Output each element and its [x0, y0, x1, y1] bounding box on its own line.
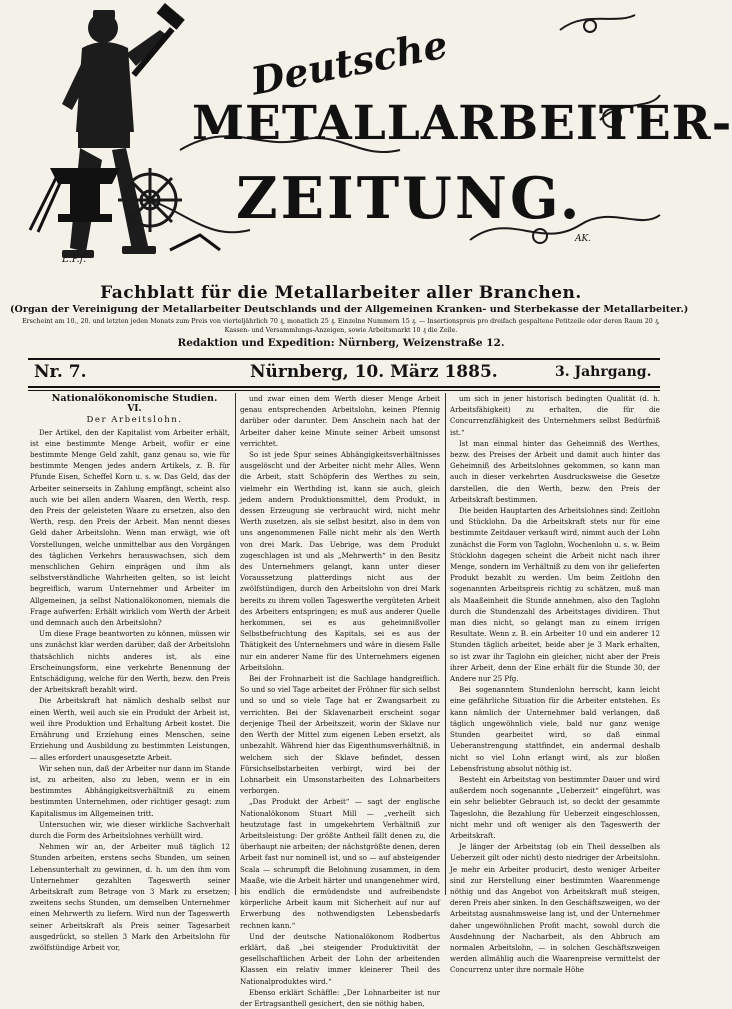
column-divider — [235, 393, 236, 895]
paragraph: So ist jede Spur seines Abhängigkeitsverhältnisses ausgelöscht und der Arbeiter nicht mehr Alles. Wenn die Arbeit, statt Schöpferin des Werthes zu sein, vielmehr ein Werthding ist, kann sie auch, gleich jedem andern Produktionsmittel, dem Produkt, in dessen Erzeugung sie verbraucht wird, nicht mehr Werth zusetzen, als sie selbst besitzt, also in dem von uns angenommenen Falle nicht mehr als den Werth von drei Mark. Das Uebrige, was dem Produkt zugeschlagen ist und als „Mehrwerth“ in den Besitz des Unternehmers gelangt, kann unter dieser Voraussetzung platterdings nicht aus der zwölfstündigen, durch den Arbeitslohn von drei Mark bereits zu ihrem vollen Tageswerthe vergüteten Arbeit des Arbeiters entspringen; es muß aus anderer Quelle herkommen, sei es aus geheimnißvoller Selbstbefruchtung des Kapitals, sei es aus der Thätigkeit des Unternehmers und wäre in diesem Falle nur ein anderer Name für des Unternehmers eigenen Arbeitslohn. — [240, 450, 440, 672]
paragraph: Und der deutsche Nationalökonom Rodbertus erklärt, daß „bei steigender Produktivität der gesellschaftlichen Arbeit der Lohn der arbeitenden Klassen ein relativ immer kleinerer Theil des Nationalproduktes wird.“ — [240, 931, 440, 986]
issue-year: 3. Jahrgang. — [555, 364, 652, 380]
title-line-zeitung: ZEITUNG. — [236, 165, 583, 232]
engraver-signature: AK. — [575, 234, 592, 244]
paragraph: Besteht ein Arbeitstag von bestimmter Dauer und wird außerdem noch sogenannte „Ueberzeit“ eingeführt, was ein sehr beliebter Gebrauch ist, so deckt der gesammte Tageslohn, die Bezahlung für Ueberzeit eingeschlossen, nicht mehr und oft weniger als den Tageswerth der Arbeitskraft. — [450, 774, 660, 840]
column-1 — [30, 393, 230, 952]
bottom-rule-thin — [28, 390, 660, 391]
column-divider — [445, 393, 446, 895]
anvil-icon — [50, 168, 120, 222]
top-rule — [28, 358, 660, 360]
artist-signature: L.P.f. — [62, 254, 87, 265]
title-line-deutsche: Deutsche — [247, 21, 452, 104]
column-2 — [240, 393, 440, 1008]
paragraph: und zwar einen dem Werth dieser Menge Arbeit genau entsprechenden Arbeitslohn, keinen Pfennig darüber oder darunter. Dem Anschein nach hat der Arbeiter daher keine Minute seiner Arbeit umsonst verrichtet. — [240, 394, 440, 448]
article-title: Nationalökonomische Studien. — [51, 393, 218, 404]
article-part: VI. — [127, 404, 142, 415]
organ-line: (Organ der Vereinigung der Metallarbeiter Deutschlands und der Allgemeinen Kranken- und Sterbekasse der Metallarbeiter.) — [10, 304, 689, 315]
issue-number: Nr. 7. — [34, 362, 87, 382]
paragraph: Der Artikel, den der Kapitalist vom Arbeiter erhält, ist eine bestimmte Menge Arbeit, wofür er eine bestimmte Menge Geld zahlt, ganz genau so, wie für bestimmte Mengen jedes andern Artikels, z. B. für Pfunde Eisen, Scheffel Korn u. s. w. Das Geld, das der Arbeiter seinerseits in Zahlung empfängt, scheint also auch wie bei allen andern Waaren, den Werth, resp. den Preis der geleisteten Waare zu ersetzen, also den Werth, resp. den Preis der Arbeit. Man nennt dieses Geld daher Arbeitslohn. Wenn man erwägt, wie oft Vorstellungen, welche unmittelbar aus den Vorgängen des täglichen Verkehrs herauswachsen, sich dem menschlichen Gehirn einprägen und ihm als selbstverständliche Wahrheiten gelten, so ist leicht begreiflich, warum Unternehmer und Arbeiter im Allgemeinen, ja selbst Nationalökonomen, niemals die Frage aufwerfen: Erhält wirklich vom Werth der Arbeit und demnach auch den Arbeitslohn? — [30, 427, 230, 628]
paragraph: Die Arbeitskraft hat nämlich deshalb selbst nur einen Werth, weil auch sie ein Produkt der Arbeit ist, weil ihre Produktion und Erhaltung Arbeit kostet. Die Ernährung und Erziehung eines Menschen, seine Erziehung und Ausbildung zu bestimmten Leistungen, — alles erfordert unausgesetzte Arbeit. — [30, 696, 230, 762]
paragraph: „Das Produkt der Arbeit“ — sagt der englische Nationalökonom Stuart Mill — „verheilt sich heutzutage fast in umgekehrtem Verhältniß zur Arbeitsleistung: Der größte Antheil fällt denen zu, die überhaupt nie arbeiten; der nächstgrößte denen, deren Arbeit fast nur nominell ist, und so — auf absteigender Scala — schrumpft die Belohnung zusammen, in dem Maaße, wie die Arbeit härter und unangenehmer wird, bis endlich die ermüdendste und aufreibendste körperliche Arbeit kaum mit Sicherheit auf nur auf Erwerbung des nothwendigsten Lebensbedarfs rechnen kann.“ — [240, 797, 440, 930]
masthead — [0, 0, 732, 280]
paragraph: um sich in jener historisch bedingten Qualität (d. h. Arbeitsfähigkeit) zu erhalten, die für die Concurrenzfähigkeit des Unternehmers selbst Bedürfniß ist.“ — [450, 394, 660, 437]
subscription-terms: Erscheint am 10., 20. und letzten jeden Monats zum Preis von vierteljährlich 70 ₰, monatlich 25 ₰. Einzelne Nummern 15 ₰. — Insertionspreis pro dreifach gespaltene Petitzeile oder deren Raum 20 ₰, Kassen- und Versammlungs-Anzeigen, sowie Arbeitsmarkt 10 ₰ die Zeile. — [22, 318, 660, 334]
column-3 — [450, 393, 660, 975]
paragraph: Ebenso erklärt Schäffle: „Der Lohnarbeiter ist nur der Ertragsanthell gesichert, den sie nöthig haben, — [240, 987, 440, 1008]
paragraph: Wir sehen nun, daß der Arbeiter nur dann im Stande ist, zu arbeiten, also zu leben, wenn er in ein bestimmtes Abhängigkeitsverhältniß zu einem bestimmten Unternehmen, oder richtiger gesagt: zum Kapitalismus im Allgemeinen tritt. — [30, 763, 230, 818]
bottom-rule — [28, 386, 660, 388]
paragraph: Ist man einmal hinter das Geheimniß des Werthes, bezw. des Preises der Arbeit und damit auch hinter das Geheimniß des Arbeitslohnes gekommen, so kann man auch in dieser verkehrten Ausdrucksweise die Gesetze darstellen, die den Werth, bezw. den Preis der Arbeitskraft bestimmen. — [450, 438, 660, 504]
paragraph: Um diese Frage beantworten zu können, müssen wir uns zunächst klar werden darüber, daß der Arbeitslohn thatsächlich nichts anderes ist, als eine Erscheinungsform, eine verkehrte Benennung der Entschädigung, welche für den Werth, bezw. den Preis der Arbeitskraft bezahlt wird. — [30, 629, 230, 695]
title-line-metallarbeiter: METALLARBEITER- — [192, 96, 732, 151]
paragraph: Bei sogenanntem Stundenlohn herrscht, kann leicht eine gefährliche Situation für die Arbeiter entstehen. Es kann nämlich der Unternehmer bald verlangen, daß täglich ungewöhnlich viele, bald nur ganz wenige Stunden gearbeitet wird, so daß einmal Ueberanstrengung stattfindet, ein andermal deshalb nicht so viel Lohn erlangt wird, als zur bloßen Lebensfristung absolut nöthig ist. — [450, 685, 660, 773]
issue-date: Nürnberg, 10. März 1885. — [250, 362, 498, 382]
subtitle: Fachblatt für die Metallarbeiter aller Branchen. — [100, 283, 582, 303]
paragraph: Nehmen wir an, der Arbeiter muß täglich 12 Stunden arbeiten, erstens sechs Stunden, um seinen Lebensunterhalt zu gewinnen, d. h. um den ihm vom Unternehmer gezahlten Tageswerth seiner Arbeitskraft zum Betrage von 3 Mark zu ersetzen; zweitens sechs Stunden, um demselben Unternehmer einen Mehrwerth zu liefern. Wird nun der Tageswerth seiner Arbeitskraft als Preis seiner Tagesarbeit ausgedrückt, so stellen 3 Mark den Arbeitslohn für zwölfstündige Arbeit vor, — [30, 842, 230, 952]
article-subtitle: Der Arbeitslohn. — [86, 415, 183, 426]
paragraph: Bei der Frohnarbeit ist die Sachlage handgreiflich. So und so viel Tage arbeitet der Fröhner für sich selbst und so und so viele Tage hat er Zwangsarbeit zu verrichten. Bei der Sklavenarbeit erscheint sogar derjenige Theil der Arbeitszeit, worin der Sklave nur den Werth der Mittel zum eigenen Leben ersetzt, als unbezahlt. Während hier das Eigenthumsverhältniß, in welchem sich der Sklave befindet, dessen Fürsichselbstarbeiten verbirgt, wird bei der Lohnarbeit ein Umsonstarbeiten des Lohnarbeiters verborgen. — [240, 674, 440, 796]
paragraph: Je länger der Arbeitstag (ob ein Theil desselben als Ueberzeit gilt oder nicht) desto niedriger der Arbeitslohn. Je mehr ein Arbeiter producirt, desto weniger Arbeiter sind zur Herstellung einer bestimmten Waarenmenge nöthig und das Angebot von Arbeitskraft muß steigen, deren Preis aber sinken. In den Geschäftszweigen, wo der Arbeitstag ausnahmsweise lang ist, und der Unternehmer daher ungewöhnlichen Profit macht, sowohl durch die Ausdehnung der Nacharbeit, als den Abbruch am normalen Arbeitslohn, — in solchen Geschäftszweigen werden allmählig auch die Waarenpreise vermittelst der Concurrenz unter ihre normale Höhe — [450, 842, 660, 975]
redaktion-address: Redaktion und Expedition: Nürnberg, Weizenstraße 12. — [177, 337, 505, 349]
paragraph: Untersuchen wir, wie dieser wirkliche Sachverhalt durch die Form des Arbeitslohnes verhüllt wird. — [30, 819, 230, 840]
paragraph: Die beiden Hauptarten des Arbeitslohnes sind: Zeitlohn und Stücklohn. Da die Arbeitskraft stets nur für eine bestimmte Zeitdauer verkauft wird, nimmt auch der Lohn zunächst die Form von Taglohn, Wochenlohn u. s. w. Beim Stücklohn dagegen scheint die Arbeit nicht nach ihrer Menge, sondern im Verhältniß zu dem von ihr gelieferten Produkt bezahlt zu werden. Um beim Zeitlohn den sogenannten Arbeitspreis richtig zu schätzen, muß man als Maaßeinheit die Stunde annehmen, also den Taglohn durch die Stundenzahl des Arbeitstages dividiren. Thut man dies nicht, so gelangt man zu einem irrigen Resultate. Wenn z. B. ein Arbeiter 10 und ein anderer 12 Stunden täglich arbeitet, beide aber je 3 Mark erhalten, so ist zwar ihr Taglohn ein gleicher, nicht aber der Preis ihrer Arbeit, denn der Eine erhält für die Stunde 30, der Andere nur 25 Pfg. — [450, 506, 660, 684]
